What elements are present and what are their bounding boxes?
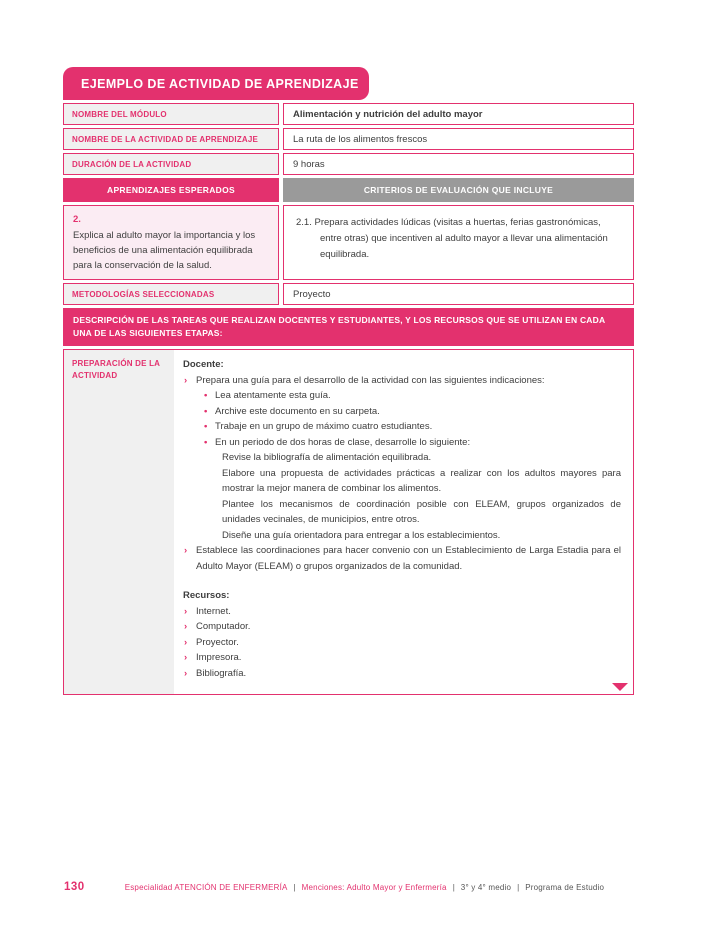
list-item (183, 650, 621, 666)
footer-specialty: Especialidad ATENCIÓN DE ENFERMERÍA (124, 882, 288, 892)
list-item-text: Lea atentamente esta guía. (215, 390, 331, 401)
objective-number: 2. (73, 214, 81, 225)
list-item (183, 450, 621, 466)
info-table (63, 103, 634, 175)
arrow-bullet-icon: › (184, 667, 188, 679)
learning-table-header (63, 178, 634, 202)
header-aprendizajes: APRENDIZAJES ESPERADOS (63, 178, 279, 202)
page-continues-triangle-icon (612, 683, 628, 691)
page-title: EJEMPLO DE ACTIVIDAD DE APRENDIZAJE (63, 67, 369, 100)
list-item (183, 543, 621, 574)
list-item-text: Prepara una guía para el desarrollo de la actividad con las siguientes indicaciones: (196, 374, 545, 386)
docente-heading: Docente: (183, 359, 224, 370)
objective-text: Explica al adulto mayor la importancia y los beneficios de una alimentación equilibrada para la conservación de la salud. (73, 230, 256, 271)
row-value-duracion: 9 horas (283, 153, 634, 175)
row-value-modulo: Alimentación y nutrición del adulto mayor (283, 103, 634, 125)
row-label-duracion: DURACIÓN DE LA ACTIVIDAD (63, 153, 279, 175)
arrow-bullet-icon: › (184, 605, 188, 617)
header-criterios: CRITERIOS DE EVALUACIÓN QUE INCLUYE (283, 178, 634, 202)
list-item (183, 373, 621, 389)
list-item (183, 466, 621, 497)
list-item (183, 497, 621, 528)
list-item-text: Plantee los mecanismos de coordinación posible con ELEAM, grupos organizados de unidades vecinales, de municipios, entre otros. (222, 498, 621, 525)
arrow-bullet-icon: › (184, 374, 188, 386)
footer-mentions: Menciones: Adulto Mayor y Enfermería (301, 882, 447, 892)
list-item-text: Archive este documento en su carpeta. (215, 405, 380, 417)
table-row (63, 128, 634, 150)
page-footer (64, 881, 664, 893)
content-area (63, 67, 634, 695)
footer-separator: | (517, 882, 520, 892)
footer-grade: 3° y 4° medio (460, 882, 512, 892)
criteria-text: 2.1. Prepara actividades lúdicas (visitas a huertas, ferias gastronómicas, entre otras) que incentiven al adulto mayor a llevar una alimentación equilibrada. (296, 217, 608, 260)
arrow-bullet-icon: › (184, 652, 188, 663)
description-band: DESCRIPCIÓN DE LAS TAREAS QUE REALIZAN DOCENTES Y ESTUDIANTES, Y LOS RECURSOS QUE SE UTILIZAN EN CADA UNA DE LAS SIGUIENTES ETAPAS: (63, 308, 634, 346)
row-value-metodologias: Proyecto (283, 283, 634, 305)
criteria-cell (283, 205, 634, 280)
recursos-heading: Recursos: (183, 590, 230, 601)
footer-separator: | (293, 882, 296, 892)
dot-bullet-icon: • (204, 421, 208, 432)
arrow-bullet-icon: › (184, 636, 188, 648)
list-item (183, 419, 621, 435)
list-item (183, 619, 621, 635)
row-label-modulo: NOMBRE DEL MÓDULO (63, 103, 279, 125)
list-item-text: Diseñe una guía orientadora para entregar a los establecimientos. (222, 529, 501, 541)
footer-separator: | (452, 882, 455, 892)
list-item (183, 388, 621, 404)
stage-box (63, 349, 634, 695)
list-item-text: En un periodo de dos horas de clase, desarrolle lo siguiente: (215, 436, 471, 448)
list-item-text: Computador. (196, 621, 251, 632)
list-item-text: Impresora. (196, 652, 242, 663)
learning-table-body (63, 205, 634, 280)
stage-label: PREPARACIÓN DE LA ACTIVIDAD (64, 350, 174, 694)
dot-bullet-icon: • (204, 436, 208, 448)
dot-bullet-icon: • (204, 405, 208, 417)
list-item-text: Trabaje en un grupo de máximo cuatro estudiantes. (215, 421, 433, 432)
list-item-text: Internet. (196, 605, 231, 617)
list-item (183, 404, 621, 420)
list-item-text: Establece las coordinaciones para hacer convenio con un Establecimiento de Larga Estadia para el Adulto Mayor (ELEAM) o grupos organizados de la comunidad. (196, 545, 621, 572)
list-item-text: Bibliografía. (196, 667, 247, 679)
row-label-metodologias: METODOLOGÍAS SELECCIONADAS (63, 283, 279, 305)
list-item-text: Elabore una propuesta de actividades prácticas a realizar con los adultos mayores para mostrar la mejor manera de combinar los alimentos. (222, 467, 621, 494)
table-row (63, 283, 634, 305)
page-number: 130 (64, 881, 85, 893)
row-label-actividad: NOMBRE DE LA ACTIVIDAD DE APRENDIZAJE (63, 128, 279, 150)
footer-program: Programa de Estudio (525, 882, 605, 892)
row-value-actividad: La ruta de los alimentos frescos (283, 128, 634, 150)
list-item (183, 666, 621, 682)
dot-bullet-icon: • (204, 390, 208, 401)
list-item-text: Proyector. (196, 636, 239, 648)
list-item-text: Revise la bibliografía de alimentación equilibrada. (222, 452, 432, 463)
list-item (183, 528, 621, 544)
stage-body (174, 350, 633, 694)
table-row (63, 103, 634, 125)
list-item (183, 604, 621, 620)
arrow-bullet-icon: › (184, 621, 188, 632)
arrow-bullet-icon: › (184, 545, 188, 556)
list-item (183, 435, 621, 451)
table-row (63, 153, 634, 175)
expected-learning-cell (63, 205, 279, 280)
list-item (183, 635, 621, 651)
